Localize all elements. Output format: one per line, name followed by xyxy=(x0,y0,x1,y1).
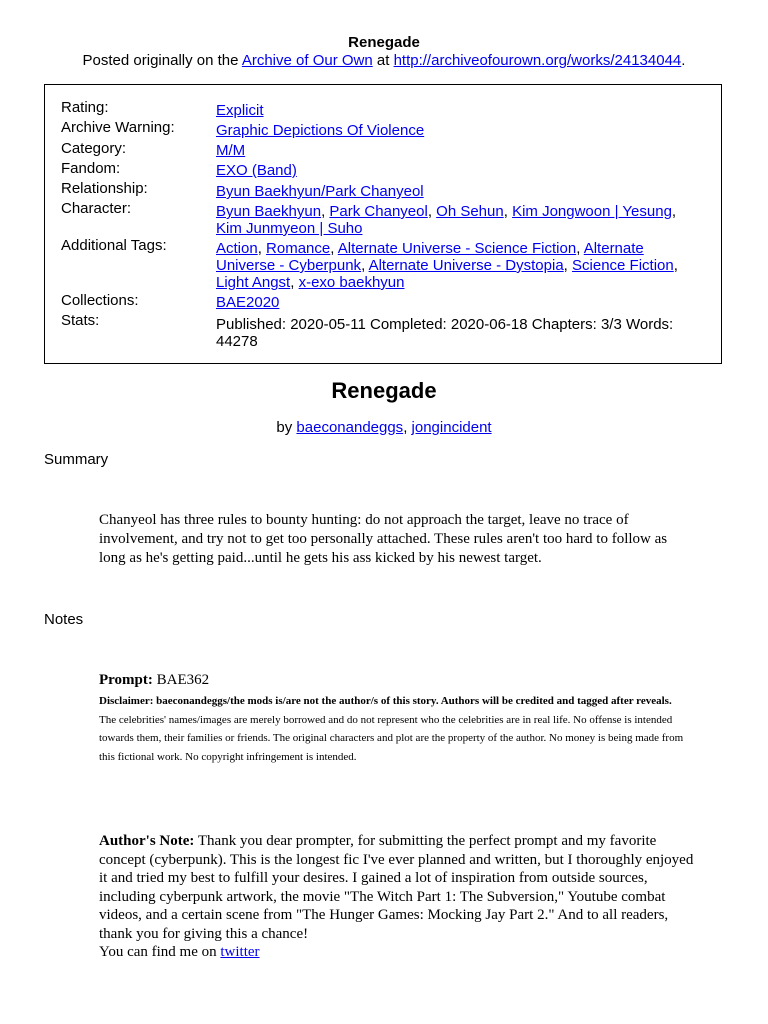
disclaimer-bold: Disclaimer: baeconandeggs/the mods is/are not the author/s of this story. Authors will be credited and tagged after reveals. xyxy=(99,695,672,707)
tag-link[interactable]: Action xyxy=(216,240,258,257)
find-me-text: You can find me on xyxy=(99,944,221,960)
character-link[interactable]: Park Chanyeol xyxy=(329,203,428,220)
disclaimer xyxy=(99,692,689,766)
tag-link[interactable]: Alternate Universe - Cyberpunk xyxy=(216,240,644,274)
posted-prefix: Posted originally on the xyxy=(82,52,242,69)
authors-note xyxy=(99,832,699,962)
rating-label: Rating: xyxy=(61,99,109,116)
posted-line xyxy=(0,52,768,69)
category-label: Category: xyxy=(61,140,127,157)
relationship-label: Relationship: xyxy=(61,180,148,197)
warning-link[interactable]: Graphic Depictions Of Violence xyxy=(216,122,425,139)
collection-link[interactable]: BAE2020 xyxy=(216,294,280,311)
relationship-link[interactable]: Byun Baekhyun/Park Chanyeol xyxy=(216,183,424,200)
fandom-link[interactable]: EXO (Band) xyxy=(216,162,297,179)
category-link[interactable]: M/M xyxy=(216,142,246,159)
posted-at: at xyxy=(372,52,394,69)
prompt-value: BAE362 xyxy=(152,672,210,688)
authors-note-text: Thank you dear prompter, for submitting the perfect prompt and my favorite concept (cyberpunk). This is the longest fic I've ever planned and written, but I thoroughly enjoyed it and tried my best to fulfill your desires. I gained a lot of inspiration from outside sources, including cyberpunk artwork, the movie "The Witch Part 1: The Subversion," Youtube combat videos, and a certain scene from "The Hunger Games: Mocking Jay Part 2." And to all readers, thank you for giving this a chance! xyxy=(99,833,694,942)
tag-link[interactable]: Alternate Universe - Dystopia xyxy=(368,257,564,274)
character-link[interactable]: Kim Junmyeon | Suho xyxy=(216,220,363,237)
by-text: by xyxy=(276,419,297,436)
posted-period: . xyxy=(681,52,686,69)
tag-link[interactable]: Alternate Universe - Science Fiction xyxy=(337,240,577,257)
tag-list: Action, Romance, Alternate Universe - Science Fiction, Alternate Universe - Cyberpunk, Alternate Universe - Dystopia, Science Fiction, Light Angst, x-exo baekhyun xyxy=(216,240,678,291)
character-link[interactable]: Byun Baekhyun xyxy=(216,203,322,220)
character-link[interactable]: Oh Sehun xyxy=(436,203,504,220)
warning-label: Archive Warning: xyxy=(61,119,175,136)
work-metadata-box xyxy=(44,84,722,364)
collections-label: Collections: xyxy=(61,292,139,309)
author-link[interactable]: baeconandeggs xyxy=(296,419,404,436)
stats-value: Published: 2020-05-11 Completed: 2020-06-18 Chapters: 3/3 Words: 44278 xyxy=(216,316,674,350)
tag-link[interactable]: x-exo baekhyun xyxy=(298,274,405,291)
authors-note-label: Author's Note: xyxy=(99,833,195,849)
archive-link[interactable]: Archive of Our Own xyxy=(241,52,373,69)
summary-text: Chanyeol has three rules to bounty hunting: do not approach the target, leave no trace of involvement, and try not to get too personally attached. These rules aren't too hard to follow as long as he's getting paid...until he gets his ass kicked by his newest target. xyxy=(99,512,668,566)
prompt-line xyxy=(99,672,209,689)
prompt-label: Prompt: xyxy=(99,672,153,688)
stats-label: Stats: xyxy=(61,312,100,329)
twitter-link[interactable]: twitter xyxy=(220,944,260,960)
tag-link[interactable]: Romance xyxy=(266,240,331,257)
tags-label: Additional Tags: xyxy=(61,237,167,254)
fandom-label: Fandom: xyxy=(61,160,121,177)
byline xyxy=(0,419,768,436)
rating-link[interactable]: Explicit xyxy=(216,102,264,119)
author-separator: , xyxy=(403,419,412,436)
tag-link[interactable]: Light Angst xyxy=(216,274,291,291)
character-list: Byun Baekhyun, Park Chanyeol, Oh Sehun, Kim Jongwoon | Yesung, Kim Junmyeon | Suho xyxy=(216,203,677,237)
work-url-link[interactable]: http://archiveofourown.org/works/24134044 xyxy=(393,52,682,69)
author-link[interactable]: jongincident xyxy=(411,419,492,436)
work-title: Renegade xyxy=(331,378,437,403)
tag-link[interactable]: Science Fiction xyxy=(572,257,674,274)
document-title: Renegade xyxy=(348,34,420,51)
character-label: Character: xyxy=(61,200,132,217)
disclaimer-text: The celebrities' names/images are merely borrowed and do not represent who the celebrities are in real life. No offense is intended towards them, their families or friends. The original characters and plot are the property of the author. No money is being made from this fictional work. No copyright infringement is intended. xyxy=(99,713,684,763)
summary-heading: Summary xyxy=(44,451,109,468)
notes-heading: Notes xyxy=(44,611,84,628)
character-link[interactable]: Kim Jongwoon | Yesung xyxy=(512,203,672,220)
